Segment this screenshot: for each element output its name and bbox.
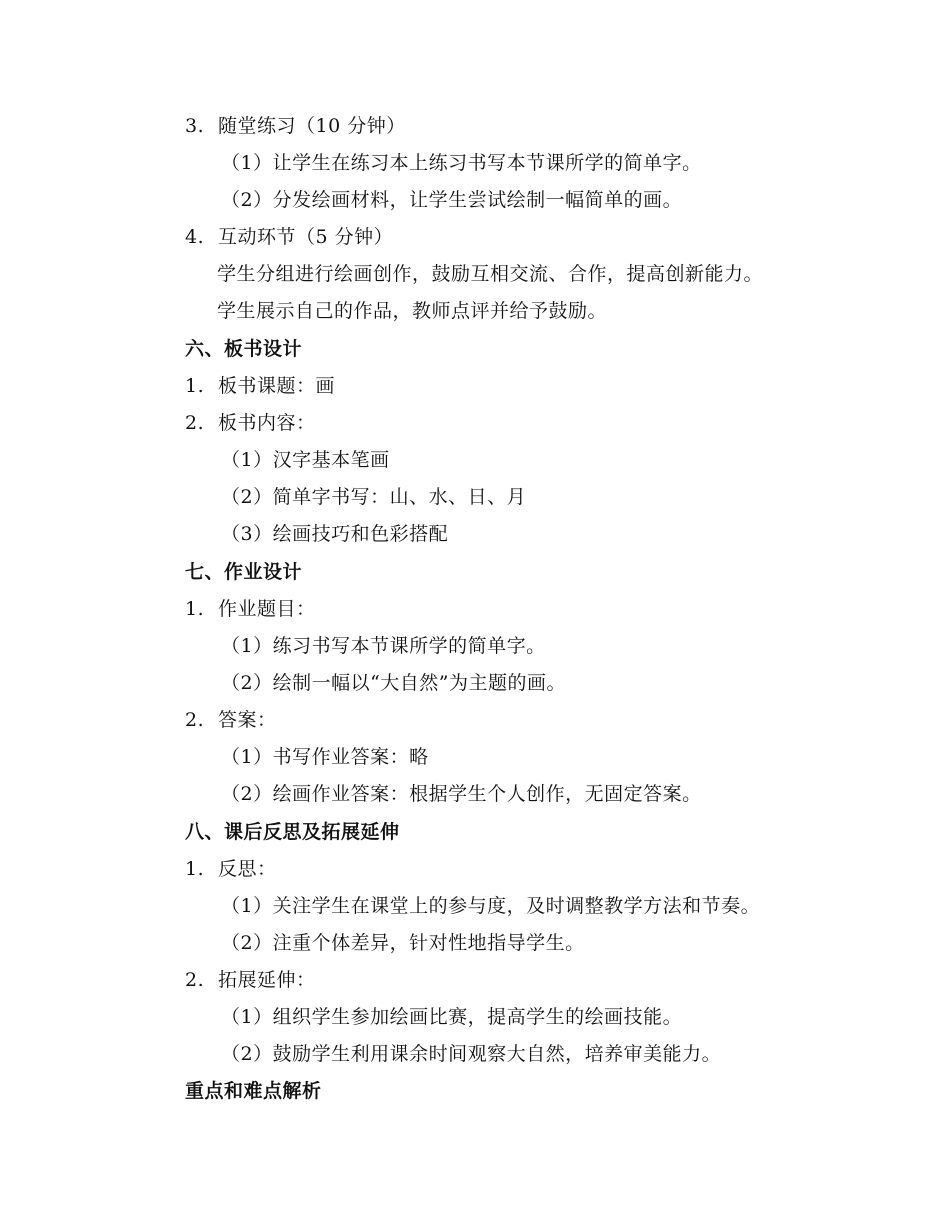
item-text: 板书内容： bbox=[218, 412, 316, 434]
list-item bbox=[185, 373, 335, 399]
item-text: 答案： bbox=[218, 709, 277, 731]
section-heading: 重点和难点解析 bbox=[185, 1080, 322, 1102]
sub-item: （1）书写作业答案：略 bbox=[221, 746, 429, 768]
item-number: 1. bbox=[185, 598, 205, 620]
item-text: 板书课题：画 bbox=[218, 375, 336, 397]
item-text: 互动环节（5 分钟） bbox=[218, 226, 394, 248]
list-item bbox=[185, 224, 393, 250]
item-text: 作业题目： bbox=[218, 598, 316, 620]
item-number: 1. bbox=[185, 375, 205, 397]
list-item bbox=[185, 410, 316, 436]
sub-item: （3）绘画技巧和色彩搭配 bbox=[221, 523, 449, 545]
item-text: 拓展延伸： bbox=[218, 969, 316, 991]
paragraph: 学生分组进行绘画创作，鼓励互相交流、合作，提高创新能力。 bbox=[217, 263, 764, 285]
list-item bbox=[185, 113, 406, 139]
item-number: 3. bbox=[185, 115, 205, 137]
sub-item: （1）组织学生参加绘画比赛，提高学生的绘画技能。 bbox=[221, 1006, 683, 1028]
item-number: 1. bbox=[185, 858, 205, 880]
item-number: 4. bbox=[185, 226, 205, 248]
section-heading: 六、板书设计 bbox=[185, 338, 303, 360]
sub-item: （2）鼓励学生利用课余时间观察大自然，培养审美能力。 bbox=[221, 1043, 722, 1065]
sub-item: （1）关注学生在课堂上的参与度，及时调整教学方法和节奏。 bbox=[221, 895, 761, 917]
item-text: 随堂练习（10 分钟） bbox=[218, 115, 406, 137]
sub-item: （2）绘制一幅以“大自然”为主题的画。 bbox=[221, 672, 567, 694]
sub-item: （1）让学生在练习本上练习书写本节课所学的简单字。 bbox=[221, 152, 702, 174]
item-text: 反思： bbox=[218, 858, 277, 880]
section-heading: 八、课后反思及拓展延伸 bbox=[185, 821, 400, 843]
sub-item: （1）练习书写本节课所学的简单字。 bbox=[221, 635, 546, 657]
list-item bbox=[185, 707, 277, 733]
item-number: 2. bbox=[185, 709, 205, 731]
list-item bbox=[185, 856, 277, 882]
list-item bbox=[185, 967, 316, 993]
paragraph: 学生展示自己的作品，教师点评并给予鼓励。 bbox=[217, 300, 608, 322]
sub-item: （2）绘画作业答案：根据学生个人创作，无固定答案。 bbox=[221, 783, 702, 805]
sub-item: （2）注重个体差异，针对性地指导学生。 bbox=[221, 932, 585, 954]
item-number: 2. bbox=[185, 412, 205, 434]
item-number: 2. bbox=[185, 969, 205, 991]
sub-item: （2）分发绘画材料，让学生尝试绘制一幅简单的画。 bbox=[221, 189, 683, 211]
section-heading: 七、作业设计 bbox=[185, 561, 303, 583]
list-item bbox=[185, 596, 316, 622]
sub-item: （1）汉字基本笔画 bbox=[221, 449, 390, 471]
sub-item: （2）简单字书写：山、水、日、月 bbox=[221, 486, 527, 508]
